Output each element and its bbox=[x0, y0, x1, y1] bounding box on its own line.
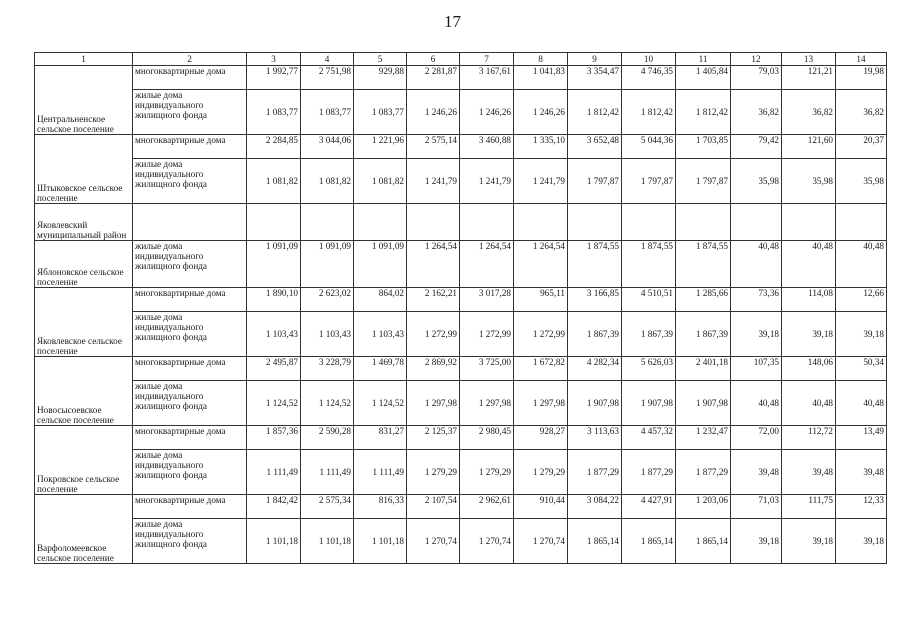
value-cell: 4 427,91 bbox=[622, 495, 676, 519]
value-cell: 1 672,82 bbox=[514, 357, 568, 381]
column-number-6: 6 bbox=[407, 53, 460, 66]
value-cell: 1 297,98 bbox=[460, 381, 514, 426]
value-cell: 1 264,54 bbox=[407, 241, 460, 288]
value-cell: 1 279,29 bbox=[407, 450, 460, 495]
value-cell: 1 405,84 bbox=[676, 66, 731, 90]
value-cell: 864,02 bbox=[354, 288, 407, 312]
value-cell: 1 081,82 bbox=[301, 159, 354, 204]
table-row bbox=[35, 495, 887, 519]
value-cell: 1 232,47 bbox=[676, 426, 731, 450]
housing-type: многоквартирные дома bbox=[133, 426, 247, 450]
value-cell: 1 874,55 bbox=[676, 241, 731, 288]
value-cell: 107,35 bbox=[731, 357, 782, 381]
value-cell: 1 867,39 bbox=[568, 312, 622, 357]
value-cell: 831,27 bbox=[354, 426, 407, 450]
value-cell: 1 083,77 bbox=[301, 90, 354, 135]
value-cell: 1 297,98 bbox=[514, 381, 568, 426]
empty-cell bbox=[301, 204, 354, 241]
value-cell: 1 907,98 bbox=[622, 381, 676, 426]
value-cell: 1 992,77 bbox=[247, 66, 301, 90]
value-cell: 3 725,00 bbox=[460, 357, 514, 381]
value-cell: 4 510,51 bbox=[622, 288, 676, 312]
value-cell: 1 877,29 bbox=[568, 450, 622, 495]
value-cell: 79,03 bbox=[731, 66, 782, 90]
value-cell: 1 797,87 bbox=[568, 159, 622, 204]
value-cell: 5 626,03 bbox=[622, 357, 676, 381]
column-number-14: 14 bbox=[836, 53, 887, 66]
value-cell: 1 081,82 bbox=[247, 159, 301, 204]
value-cell: 2 107,54 bbox=[407, 495, 460, 519]
empty-cell bbox=[407, 204, 460, 241]
value-cell: 3 228,79 bbox=[301, 357, 354, 381]
empty-cell bbox=[676, 204, 731, 241]
table-row bbox=[35, 450, 887, 495]
value-cell: 1 246,26 bbox=[460, 90, 514, 135]
empty-cell bbox=[731, 204, 782, 241]
table-row bbox=[35, 312, 887, 357]
empty-cell bbox=[247, 204, 301, 241]
value-cell: 121,21 bbox=[782, 66, 836, 90]
value-cell: 1 842,42 bbox=[247, 495, 301, 519]
value-cell: 148,06 bbox=[782, 357, 836, 381]
value-cell: 4 457,32 bbox=[622, 426, 676, 450]
value-cell: 1 857,36 bbox=[247, 426, 301, 450]
value-cell: 5 044,36 bbox=[622, 135, 676, 159]
empty-cell bbox=[622, 204, 676, 241]
value-cell: 1 241,79 bbox=[407, 159, 460, 204]
value-cell: 3 166,85 bbox=[568, 288, 622, 312]
value-cell: 36,82 bbox=[731, 90, 782, 135]
value-cell: 1 091,09 bbox=[354, 241, 407, 288]
value-cell: 39,18 bbox=[731, 519, 782, 564]
column-number-9: 9 bbox=[568, 53, 622, 66]
value-cell: 2 495,87 bbox=[247, 357, 301, 381]
value-cell: 39,48 bbox=[782, 450, 836, 495]
value-cell: 2 575,14 bbox=[407, 135, 460, 159]
value-cell: 1 246,26 bbox=[407, 90, 460, 135]
value-cell: 3 017,28 bbox=[460, 288, 514, 312]
value-cell: 40,48 bbox=[731, 241, 782, 288]
value-cell: 39,18 bbox=[782, 519, 836, 564]
value-cell: 1 124,52 bbox=[301, 381, 354, 426]
value-cell: 910,44 bbox=[514, 495, 568, 519]
column-number-7: 7 bbox=[460, 53, 514, 66]
value-cell: 1 124,52 bbox=[354, 381, 407, 426]
value-cell: 1 124,52 bbox=[247, 381, 301, 426]
table-row bbox=[35, 135, 887, 159]
value-cell: 1 103,43 bbox=[247, 312, 301, 357]
value-cell: 928,27 bbox=[514, 426, 568, 450]
housing-type: жилые дома индивидуального жилищного фонда bbox=[133, 312, 247, 357]
value-cell: 1 877,29 bbox=[676, 450, 731, 495]
value-cell: 1 246,26 bbox=[514, 90, 568, 135]
column-number-10: 10 bbox=[622, 53, 676, 66]
value-cell: 1 865,14 bbox=[622, 519, 676, 564]
settlement-name: Яблоновское сельское поселение bbox=[35, 241, 133, 288]
table-row bbox=[35, 66, 887, 90]
empty-cell bbox=[354, 204, 407, 241]
value-cell: 121,60 bbox=[782, 135, 836, 159]
value-cell: 2 869,92 bbox=[407, 357, 460, 381]
value-cell: 2 962,61 bbox=[460, 495, 514, 519]
housing-type: жилые дома индивидуального жилищного фонда bbox=[133, 90, 247, 135]
table-row bbox=[35, 204, 887, 241]
value-cell: 19,98 bbox=[836, 66, 887, 90]
housing-type: многоквартирные дома bbox=[133, 495, 247, 519]
value-cell: 20,37 bbox=[836, 135, 887, 159]
value-cell: 40,48 bbox=[731, 381, 782, 426]
value-cell: 3 113,63 bbox=[568, 426, 622, 450]
value-cell: 1 279,29 bbox=[460, 450, 514, 495]
table-row bbox=[35, 426, 887, 450]
value-cell: 3 354,47 bbox=[568, 66, 622, 90]
column-number-3: 3 bbox=[247, 53, 301, 66]
value-cell: 40,48 bbox=[836, 381, 887, 426]
value-cell: 1 103,43 bbox=[354, 312, 407, 357]
column-number-2: 2 bbox=[133, 53, 247, 66]
value-cell: 1 865,14 bbox=[676, 519, 731, 564]
value-cell: 2 401,18 bbox=[676, 357, 731, 381]
value-cell: 1 264,54 bbox=[514, 241, 568, 288]
value-cell: 1 101,18 bbox=[354, 519, 407, 564]
value-cell: 1 874,55 bbox=[568, 241, 622, 288]
empty-cell bbox=[836, 204, 887, 241]
column-number-row bbox=[35, 53, 887, 66]
housing-type: многоквартирные дома bbox=[133, 66, 247, 90]
value-cell: 3 044,06 bbox=[301, 135, 354, 159]
value-cell: 3 167,61 bbox=[460, 66, 514, 90]
empty-cell bbox=[514, 204, 568, 241]
value-cell: 1 091,09 bbox=[301, 241, 354, 288]
value-cell: 1 703,85 bbox=[676, 135, 731, 159]
value-cell: 3 652,48 bbox=[568, 135, 622, 159]
settlement-name: Яковлевский муниципальный район bbox=[35, 204, 133, 241]
settlement-name: Варфоломеевское сельское поселение bbox=[35, 495, 133, 564]
value-cell: 4 746,35 bbox=[622, 66, 676, 90]
value-cell: 1 812,42 bbox=[568, 90, 622, 135]
value-cell: 1 907,98 bbox=[676, 381, 731, 426]
value-cell: 1 865,14 bbox=[568, 519, 622, 564]
value-cell: 1 111,49 bbox=[247, 450, 301, 495]
value-cell: 1 101,18 bbox=[247, 519, 301, 564]
value-cell: 1 241,79 bbox=[460, 159, 514, 204]
column-number-1: 1 bbox=[35, 53, 133, 66]
value-cell: 1 877,29 bbox=[622, 450, 676, 495]
value-cell: 1 111,49 bbox=[301, 450, 354, 495]
value-cell: 114,08 bbox=[782, 288, 836, 312]
value-cell: 1 469,78 bbox=[354, 357, 407, 381]
value-cell: 71,03 bbox=[731, 495, 782, 519]
value-cell: 1 203,06 bbox=[676, 495, 731, 519]
value-cell: 1 272,99 bbox=[460, 312, 514, 357]
value-cell: 1 081,82 bbox=[354, 159, 407, 204]
value-cell: 1 221,96 bbox=[354, 135, 407, 159]
value-cell: 1 083,77 bbox=[354, 90, 407, 135]
settlement-name: Новосысоевское сельское поселение bbox=[35, 357, 133, 426]
table-row bbox=[35, 159, 887, 204]
value-cell: 1 797,87 bbox=[622, 159, 676, 204]
settlement-name: Центральненское сельское поселение bbox=[35, 66, 133, 135]
value-cell: 39,18 bbox=[836, 312, 887, 357]
value-cell: 2 980,45 bbox=[460, 426, 514, 450]
housing-type: многоквартирные дома bbox=[133, 357, 247, 381]
value-cell: 1 264,54 bbox=[460, 241, 514, 288]
value-cell: 1 279,29 bbox=[514, 450, 568, 495]
value-cell: 1 091,09 bbox=[247, 241, 301, 288]
value-cell: 112,72 bbox=[782, 426, 836, 450]
value-cell: 2 575,34 bbox=[301, 495, 354, 519]
settlement-name: Покровское сельское поселение bbox=[35, 426, 133, 495]
value-cell: 12,33 bbox=[836, 495, 887, 519]
table-body bbox=[35, 66, 887, 564]
value-cell: 2 284,85 bbox=[247, 135, 301, 159]
table-row bbox=[35, 381, 887, 426]
empty-cell bbox=[782, 204, 836, 241]
value-cell: 39,18 bbox=[836, 519, 887, 564]
housing-type: многоквартирные дома bbox=[133, 135, 247, 159]
value-cell: 39,48 bbox=[836, 450, 887, 495]
value-cell: 929,88 bbox=[354, 66, 407, 90]
column-number-12: 12 bbox=[731, 53, 782, 66]
table-row bbox=[35, 241, 887, 288]
column-number-4: 4 bbox=[301, 53, 354, 66]
housing-type: жилые дома индивидуального жилищного фонда bbox=[133, 450, 247, 495]
value-cell: 40,48 bbox=[782, 241, 836, 288]
value-cell: 1 907,98 bbox=[568, 381, 622, 426]
value-cell: 1 101,18 bbox=[301, 519, 354, 564]
column-number-11: 11 bbox=[676, 53, 731, 66]
table-row bbox=[35, 288, 887, 312]
value-cell: 3 460,88 bbox=[460, 135, 514, 159]
value-cell: 2 281,87 bbox=[407, 66, 460, 90]
table-row bbox=[35, 357, 887, 381]
value-cell: 1 812,42 bbox=[622, 90, 676, 135]
value-cell: 1 285,66 bbox=[676, 288, 731, 312]
table-row bbox=[35, 90, 887, 135]
value-cell: 36,82 bbox=[836, 90, 887, 135]
value-cell: 1 797,87 bbox=[676, 159, 731, 204]
value-cell: 1 270,74 bbox=[460, 519, 514, 564]
value-cell: 1 812,42 bbox=[676, 90, 731, 135]
housing-type: жилые дома индивидуального жилищного фонда bbox=[133, 159, 247, 204]
empty-cell bbox=[568, 204, 622, 241]
value-cell: 2 623,02 bbox=[301, 288, 354, 312]
value-cell: 1 335,10 bbox=[514, 135, 568, 159]
housing-type: многоквартирные дома bbox=[133, 288, 247, 312]
value-cell: 40,48 bbox=[782, 381, 836, 426]
housing-type: жилые дома индивидуального жилищного фонда bbox=[133, 241, 247, 288]
value-cell: 1 111,49 bbox=[354, 450, 407, 495]
value-cell: 40,48 bbox=[836, 241, 887, 288]
housing-type: жилые дома индивидуального жилищного фонда bbox=[133, 381, 247, 426]
column-number-5: 5 bbox=[354, 53, 407, 66]
value-cell: 35,98 bbox=[782, 159, 836, 204]
value-cell: 50,34 bbox=[836, 357, 887, 381]
value-cell: 1 867,39 bbox=[622, 312, 676, 357]
value-cell: 965,11 bbox=[514, 288, 568, 312]
value-cell: 1 270,74 bbox=[407, 519, 460, 564]
value-cell: 13,49 bbox=[836, 426, 887, 450]
value-cell: 2 125,37 bbox=[407, 426, 460, 450]
value-cell: 1 890,10 bbox=[247, 288, 301, 312]
value-cell: 2 162,21 bbox=[407, 288, 460, 312]
value-cell: 39,48 bbox=[731, 450, 782, 495]
value-cell: 72,00 bbox=[731, 426, 782, 450]
value-cell: 39,18 bbox=[782, 312, 836, 357]
settlement-name: Яковлевское сельское поселение bbox=[35, 288, 133, 357]
tariff-table bbox=[34, 52, 887, 564]
value-cell: 35,98 bbox=[731, 159, 782, 204]
value-cell: 1 041,83 bbox=[514, 66, 568, 90]
housing-type: жилые дома индивидуального жилищного фонда bbox=[133, 519, 247, 564]
column-number-13: 13 bbox=[782, 53, 836, 66]
empty-cell bbox=[460, 204, 514, 241]
value-cell: 1 867,39 bbox=[676, 312, 731, 357]
value-cell: 1 874,55 bbox=[622, 241, 676, 288]
value-cell: 1 103,43 bbox=[301, 312, 354, 357]
value-cell: 2 751,98 bbox=[301, 66, 354, 90]
value-cell: 36,82 bbox=[782, 90, 836, 135]
value-cell: 79,42 bbox=[731, 135, 782, 159]
value-cell: 1 083,77 bbox=[247, 90, 301, 135]
value-cell: 111,75 bbox=[782, 495, 836, 519]
value-cell: 73,36 bbox=[731, 288, 782, 312]
value-cell: 3 084,22 bbox=[568, 495, 622, 519]
value-cell: 2 590,28 bbox=[301, 426, 354, 450]
value-cell: 12,66 bbox=[836, 288, 887, 312]
value-cell: 816,33 bbox=[354, 495, 407, 519]
value-cell: 4 282,34 bbox=[568, 357, 622, 381]
page-number: 17 bbox=[444, 12, 461, 31]
value-cell: 1 272,99 bbox=[407, 312, 460, 357]
empty-cell bbox=[133, 204, 247, 241]
value-cell: 1 241,79 bbox=[514, 159, 568, 204]
value-cell: 39,18 bbox=[731, 312, 782, 357]
value-cell: 1 297,98 bbox=[407, 381, 460, 426]
value-cell: 35,98 bbox=[836, 159, 887, 204]
value-cell: 1 272,99 bbox=[514, 312, 568, 357]
value-cell: 1 270,74 bbox=[514, 519, 568, 564]
settlement-name: Штыковское сельское поселение bbox=[35, 135, 133, 204]
table-row bbox=[35, 519, 887, 564]
column-number-8: 8 bbox=[514, 53, 568, 66]
